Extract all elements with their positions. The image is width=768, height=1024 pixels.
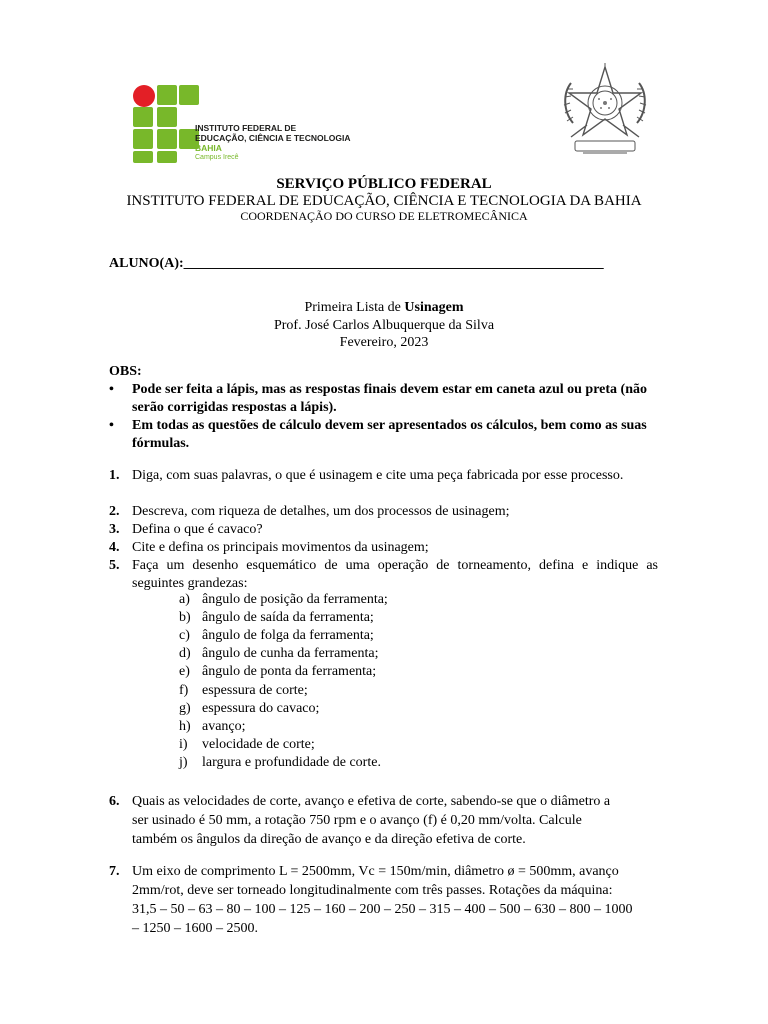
- bullet-icon: •: [109, 382, 114, 397]
- logo-text: [195, 123, 351, 163]
- question-item: [109, 792, 658, 846]
- list-date: Fevereiro, 2023: [339, 335, 429, 350]
- question-text: Faça um desenho esquemático de uma operação de torneamento, defina e indique as seguintes grandezas:: [132, 558, 658, 591]
- sub-item-text: ângulo de folga da ferramenta;: [202, 628, 374, 643]
- obs-item: [109, 381, 669, 417]
- logo-text-campus: Campus Irecê: [195, 154, 239, 161]
- question-text: Diga, com suas palavras, o que é usinagem e cite uma peça fabricada por esse processo.: [132, 468, 624, 483]
- header-coordination: COORDENAÇÃO DO CURSO DE ELETROMECÂNICA: [240, 209, 528, 223]
- logo-square: [179, 85, 199, 105]
- logo-square: [157, 85, 177, 105]
- question-number: 1.: [109, 468, 120, 483]
- question-number: 4.: [109, 540, 120, 555]
- question-text: Um eixo de comprimento L = 2500mm, Vc = 150m/min, diâmetro ø = 500mm, avanço 2mm/rot, deve ser torneado longitudinalmente com três passes. Rotações da máquina: 31,5 – 50 – 63 – 80 – 100 – 125 – 160 – 200 – 250 – 315 – 400 – 500 – 630 – 800 – 1000 – 1250 – 1600 – 2500.: [132, 864, 633, 936]
- sub-item-label: c): [179, 628, 190, 643]
- obs-item: [109, 417, 669, 453]
- list-title-prefix: Primeira Lista de: [304, 300, 405, 315]
- sub-item-text: avanço;: [202, 719, 246, 734]
- question-item: [109, 539, 658, 557]
- obs-label: OBS:: [109, 364, 142, 379]
- sub-item-label: b): [179, 610, 191, 625]
- sub-item-label: a): [179, 592, 190, 607]
- obs-item-text: Em todas as questões de cálculo devem ser apresentados os cálculos, bem como as suas fórmulas.: [132, 418, 647, 451]
- logo-text-line: INSTITUTO FEDERAL DE: [195, 123, 297, 133]
- question-number: 5.: [109, 558, 120, 573]
- logo-square: [157, 107, 177, 127]
- sub-item-text: espessura de corte;: [202, 683, 308, 698]
- sub-item-text: ângulo de saída da ferramenta;: [202, 610, 374, 625]
- sub-item-text: espessura do cavaco;: [202, 701, 320, 716]
- question-text: Defina o que é cavaco?: [132, 522, 263, 537]
- logo-square: [157, 129, 177, 149]
- sub-item-text: velocidade de corte;: [202, 737, 315, 752]
- sub-item-text: ângulo de posição da ferramenta;: [202, 592, 388, 607]
- sub-item-label: e): [179, 664, 190, 679]
- list-title-subject: Usinagem: [404, 300, 464, 315]
- sub-item-label: d): [179, 646, 191, 661]
- sub-item-label: f): [179, 683, 189, 698]
- logo-text-line: EDUCAÇÃO, CIÊNCIA E TECNOLOGIA: [195, 133, 351, 143]
- question-text: Quais as velocidades de corte, avanço e efetiva de corte, sabendo-se que o diâmetro a ser usinado é 50 mm, a rotação 750 rpm e o avanço (f) é 0,20 mm/volta. Calcule também os ângulos da direção de avanço e da direção efetiva de corte.: [132, 794, 611, 847]
- brazil-coat-of-arms-icon: [553, 63, 658, 168]
- question-number: 3.: [109, 522, 120, 537]
- question-item: [109, 862, 658, 938]
- professor-name: Prof. José Carlos Albuquerque da Silva: [273, 318, 495, 333]
- question-text: Cite e defina os principais movimentos da usinagem;: [132, 540, 429, 555]
- logo-square: [133, 129, 153, 149]
- sub-item-label: j): [179, 755, 188, 770]
- sub-item-label: g): [179, 701, 191, 716]
- list-title: [0, 300, 768, 316]
- question-number: 7.: [109, 864, 120, 879]
- question-text: Descreva, com riqueza de detalhes, um dos processos de usinagem;: [132, 504, 510, 519]
- header-institute: INSTITUTO FEDERAL DE EDUCAÇÃO, CIÊNCIA E TECNOLOGIA DA BAHIA: [126, 193, 642, 209]
- logo-square: [133, 151, 153, 163]
- header-service: SERVIÇO PÚBLICO FEDERAL: [276, 176, 492, 192]
- question-item: [109, 557, 658, 593]
- logo-square: [157, 151, 177, 163]
- question-item: [109, 467, 658, 503]
- ifba-logo: [133, 85, 353, 165]
- sub-item-text: largura e profundidade de corte.: [202, 755, 381, 770]
- student-name-field[interactable]: ALUNO(A):____________________________________________________________: [109, 256, 604, 271]
- question-item: [109, 521, 658, 539]
- sub-item-label: h): [179, 719, 191, 734]
- sub-item-label: i): [179, 737, 188, 752]
- question-item: [109, 503, 658, 521]
- question-number: 2.: [109, 504, 120, 519]
- question-number: 6.: [109, 794, 120, 809]
- bullet-icon: •: [109, 418, 114, 433]
- logo-red-dot: [133, 85, 155, 107]
- sub-item-text: ângulo de cunha da ferramenta;: [202, 646, 379, 661]
- obs-item-text: Pode ser feita a lápis, mas as respostas finais devem estar em caneta azul ou preta (não serão corrigidas respostas a lápis).: [132, 382, 647, 415]
- logo-text-campus-state: BAHIA: [195, 143, 222, 153]
- sub-item-text: ângulo de ponta da ferramenta;: [202, 664, 377, 679]
- logo-square: [133, 107, 153, 127]
